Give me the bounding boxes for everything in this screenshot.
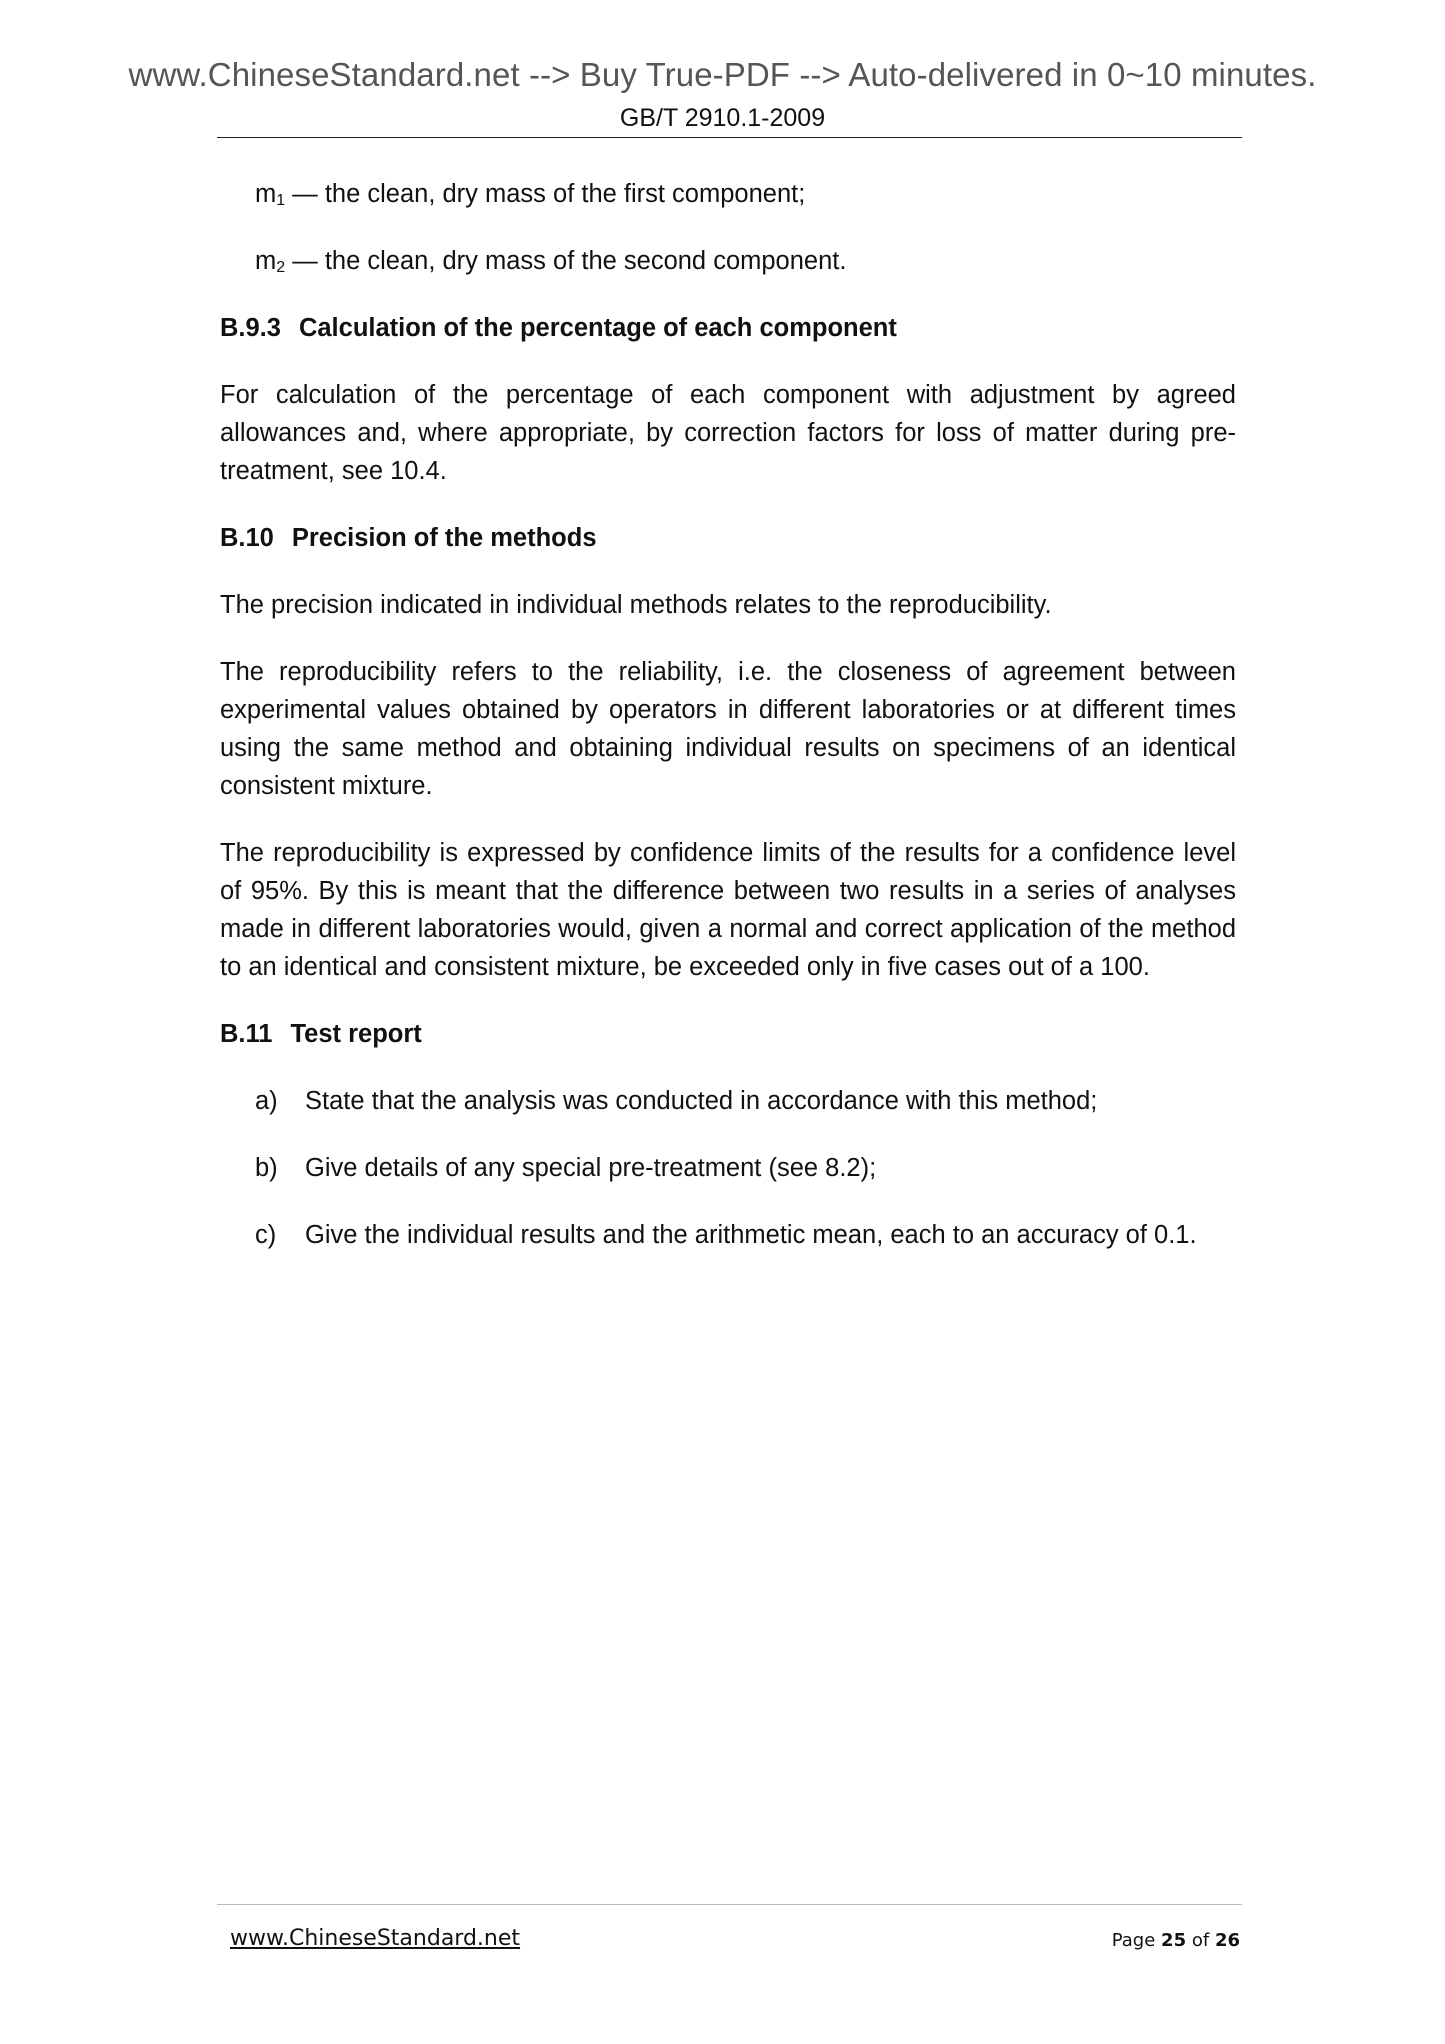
section-number: B.11 <box>220 1020 273 1048</box>
list-item-text: State that the analysis was conducted in accordance with this method; <box>305 1087 1098 1115</box>
section-number: B.10 <box>220 524 274 552</box>
page-total: 26 <box>1214 1930 1240 1951</box>
header-divider <box>217 137 1242 138</box>
paragraph: The precision indicated in individual methods relates to the reproducibility. <box>220 591 1052 619</box>
list-item <box>255 1216 1236 1254</box>
variable-definition <box>255 242 1236 280</box>
footer-divider <box>217 1904 1242 1905</box>
header-banner: www.ChineseStandard.net --> Buy True-PDF --> Auto-delivered in 0~10 minutes. <box>128 56 1317 93</box>
paragraph: The reproducibility refers to the reliability, i.e. the closeness of agreement between experimental values obtained by operators in different laboratories or at different times using the same method and obtaining individual results on specimens of an identical consistent mixture. <box>220 658 1236 800</box>
section-heading-b11 <box>220 1015 1236 1053</box>
page-number <box>1112 1930 1240 1951</box>
variable-symbol: m <box>255 247 277 275</box>
footer-website-link[interactable]: www.ChineseStandard.net <box>230 1926 521 1951</box>
variable-subscript: 1 <box>276 192 286 209</box>
section-heading-b93 <box>220 309 1236 347</box>
variable-description: — the clean, dry mass of the first component; <box>285 180 806 208</box>
variable-subscript: 2 <box>276 259 286 276</box>
variable-description: — the clean, dry mass of the second component. <box>285 247 847 275</box>
standard-code: GB/T 2910.1-2009 <box>619 104 826 132</box>
list-marker: b) <box>255 1154 278 1182</box>
section-title: Test report <box>290 1020 422 1048</box>
variable-definition <box>255 175 1236 213</box>
section-title: Precision of the methods <box>291 524 597 552</box>
list-item-text: Give details of any special pre-treatment (see 8.2); <box>305 1154 877 1182</box>
list-item <box>255 1149 1236 1187</box>
page-current: 25 <box>1161 1930 1187 1951</box>
list-marker: c) <box>255 1221 277 1249</box>
list-marker: a) <box>255 1087 278 1115</box>
section-title: Calculation of the percentage of each component <box>298 314 897 342</box>
list-item <box>255 1082 1236 1120</box>
page-of: of <box>1191 1930 1210 1951</box>
section-number: B.9.3 <box>220 314 281 342</box>
page-label: Page <box>1111 1930 1156 1951</box>
page-content <box>220 175 1236 1283</box>
section-heading-b10 <box>220 519 1236 557</box>
paragraph: For calculation of the percentage of each component with adjustment by agreed allowances and, where appropriate, by correction factors for loss of matter during pre-treatment, see 10.4. <box>220 381 1236 485</box>
paragraph: The reproducibility is expressed by confidence limits of the results for a confidence level of 95%. By this is meant that the difference between two results in a series of analyses made in different laboratories would, given a normal and correct application of the method to an identical and consistent mixture, be exceeded only in five cases out of a 100. <box>220 839 1236 981</box>
variable-symbol: m <box>255 180 277 208</box>
list-item-text: Give the individual results and the arithmetic mean, each to an accuracy of 0.1. <box>305 1221 1197 1249</box>
